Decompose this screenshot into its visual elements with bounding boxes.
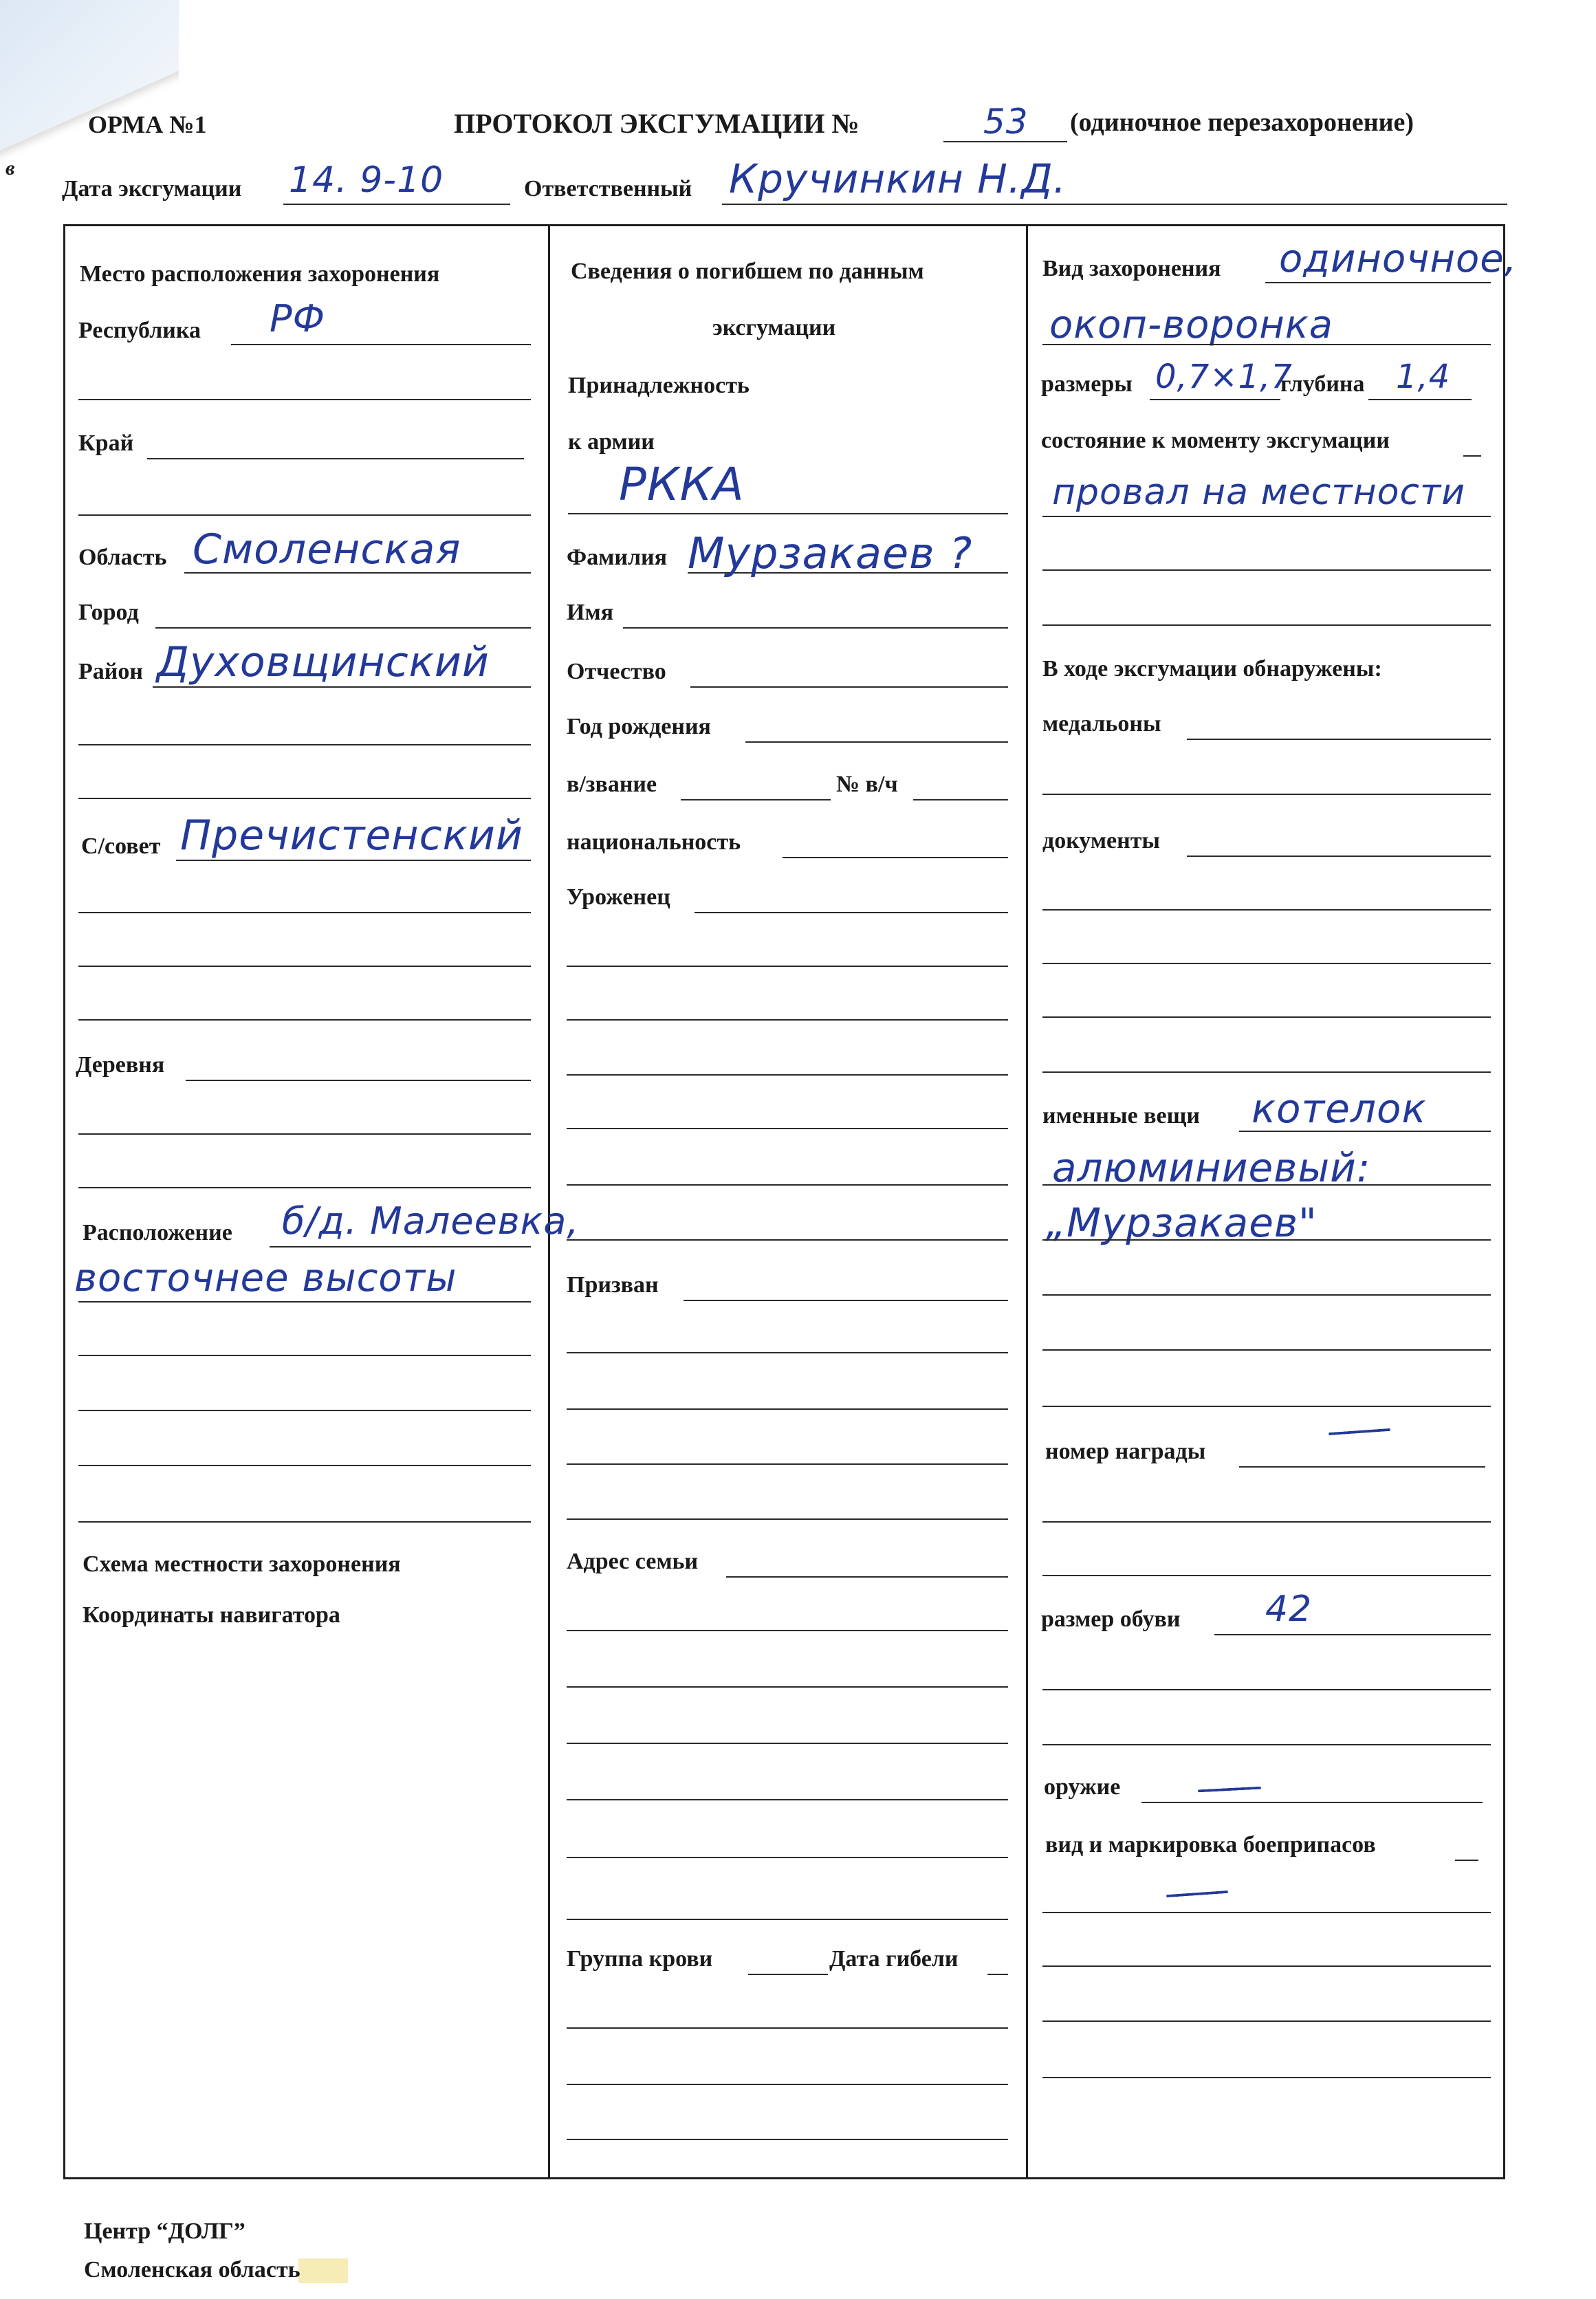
blank-line xyxy=(78,399,531,400)
depth-label: глубина xyxy=(1280,371,1365,397)
items-value-2: алюминиевый: xyxy=(1052,1144,1371,1191)
responsible-label: Ответственный xyxy=(524,176,692,201)
surname-value: Мурзакаев ? xyxy=(688,528,973,578)
village-line xyxy=(186,1080,531,1081)
size-value: 0,7×1,7 xyxy=(1155,358,1293,396)
name-line xyxy=(623,627,1008,629)
blank-line xyxy=(1042,2077,1491,2078)
unit-line xyxy=(913,799,1008,800)
shoe-line xyxy=(1214,1634,1491,1635)
city-line xyxy=(155,627,531,629)
burial-type-value-2: окоп-воронка xyxy=(1049,303,1333,347)
blank-line xyxy=(78,1301,531,1303)
blank-line xyxy=(567,2139,1008,2140)
blank-line xyxy=(567,1074,1008,1076)
blank-line xyxy=(1042,1406,1491,1407)
family-line xyxy=(726,1576,1008,1578)
award-label: номер награды xyxy=(1045,1439,1206,1464)
items-value-3: „Мурзакаев" xyxy=(1045,1199,1318,1246)
blank-line xyxy=(1042,1294,1491,1296)
blank-line xyxy=(567,1463,1008,1465)
folded-paper-corner xyxy=(0,0,179,179)
documents-label: документы xyxy=(1042,828,1160,853)
scheme-label: Схема местности захоронения xyxy=(83,1551,401,1577)
location-label: Расположение xyxy=(83,1220,232,1245)
location-value-1: б/д. Малеевка, xyxy=(282,1199,580,1243)
award-line xyxy=(1239,1466,1485,1468)
unit-label: № в/ч xyxy=(836,772,898,797)
death-line xyxy=(987,1974,1008,1975)
death-label: Дата гибели xyxy=(829,1946,959,1972)
blank-line xyxy=(567,1184,1008,1186)
oblast-value: Смоленская xyxy=(193,525,461,574)
nationality-line xyxy=(783,857,1008,858)
document-subtitle: (одиночное перезахоронение) xyxy=(1070,108,1414,137)
blank-line xyxy=(78,966,531,967)
blank-line xyxy=(1042,1965,1491,1967)
affiliation-label: Принадлежность xyxy=(568,373,750,398)
blank-line xyxy=(1042,1912,1491,1913)
blank-line xyxy=(78,1465,531,1466)
nationality-label: национальность xyxy=(567,829,741,855)
blank-line xyxy=(567,1630,1008,1631)
native-line xyxy=(695,912,1008,913)
blank-line xyxy=(567,1518,1008,1520)
republic-line xyxy=(231,344,531,345)
found-label: В ходе эксгумации обнаружены: xyxy=(1042,656,1382,682)
size-line xyxy=(1150,399,1280,400)
burial-type-value-1: одиночное, xyxy=(1279,237,1518,281)
native-label: Уроженец xyxy=(567,884,670,910)
depth-line xyxy=(1368,399,1472,400)
army-label: к армии xyxy=(568,429,655,455)
responsible-line xyxy=(722,204,1507,205)
shoe-value: 42 xyxy=(1265,1589,1313,1630)
birth-year-line xyxy=(745,741,1008,743)
blank-line xyxy=(78,1019,531,1021)
blank-line xyxy=(1042,1184,1491,1186)
blank-line xyxy=(1042,1689,1491,1690)
birth-year-label: Год рождения xyxy=(567,714,711,739)
blank-line xyxy=(567,1919,1008,1920)
items-label: именные вещи xyxy=(1042,1103,1200,1129)
blank-line xyxy=(1042,1575,1491,1576)
form-label: ОРМА №1 xyxy=(88,111,207,138)
blank-line xyxy=(567,966,1008,967)
blank-line xyxy=(1042,1239,1491,1241)
family-label: Адрес семьи xyxy=(567,1549,699,1574)
blank-line xyxy=(567,1799,1008,1800)
blank-line xyxy=(567,1857,1008,1858)
blank-line xyxy=(567,1743,1008,1744)
drafted-label: Призван xyxy=(567,1272,659,1298)
medallions-line xyxy=(1187,739,1491,740)
date-value: 14. 9-10 xyxy=(289,160,444,201)
document-title: ПРОТОКОЛ ЭКСГУМАЦИИ № xyxy=(454,108,860,139)
location-line xyxy=(270,1246,531,1247)
blank-line xyxy=(567,2084,1008,2085)
burial-type-label: Вид захоронения xyxy=(1042,256,1221,281)
ammo-label: вид и маркировка боеприпасов xyxy=(1045,1832,1376,1857)
blank-line xyxy=(78,1355,531,1356)
ssovet-line xyxy=(176,860,531,861)
blank-line xyxy=(1042,624,1491,626)
krai-line xyxy=(147,458,524,459)
blank-line xyxy=(1042,794,1491,795)
blank-line xyxy=(78,1521,531,1523)
col1-heading: Место расположения захоронения xyxy=(80,261,440,287)
coords-label: Координаты навигатора xyxy=(83,1602,340,1628)
blank-line xyxy=(1042,344,1491,345)
raion-label: Район xyxy=(78,659,143,684)
state-value: провал на местности xyxy=(1052,472,1466,513)
blank-line xyxy=(567,2027,1008,2029)
ssovet-label: С/совет xyxy=(81,833,161,859)
blank-line xyxy=(78,1187,531,1188)
column-divider-2 xyxy=(1026,224,1028,2179)
army-line xyxy=(568,513,1008,514)
village-label: Деревня xyxy=(76,1052,165,1078)
responsible-value: Кручинкин Н.Д. xyxy=(729,155,1067,202)
size-label: размеры xyxy=(1041,371,1133,397)
location-value-2: восточнее высоты xyxy=(74,1256,457,1300)
blank-line xyxy=(567,1408,1008,1410)
republic-label: Республика xyxy=(78,318,201,343)
blank-line xyxy=(78,912,531,913)
blank-line xyxy=(78,514,531,516)
blood-label: Группа крови xyxy=(567,1946,713,1972)
medallions-label: медальоны xyxy=(1042,711,1161,737)
protocol-number-value: 53 xyxy=(983,102,1029,142)
blood-line xyxy=(748,1974,828,1975)
blank-line xyxy=(1042,516,1491,517)
rank-label: в/звание xyxy=(567,772,657,797)
date-label: Дата эксгумации xyxy=(62,176,242,201)
blank-line xyxy=(567,1352,1008,1353)
ssovet-value: Пречистенский xyxy=(180,811,523,860)
shoe-label: размер обуви xyxy=(1041,1606,1181,1632)
corner-letter: в xyxy=(6,157,15,179)
patronymic-label: Отчество xyxy=(567,659,666,684)
blank-line xyxy=(1042,1071,1491,1073)
weapon-line xyxy=(1141,1802,1483,1803)
col2-heading-2: эксгумации xyxy=(712,315,836,340)
patronymic-line xyxy=(690,686,1008,688)
col2-heading-1: Сведения о погибшем по данным xyxy=(571,259,924,284)
blank-line xyxy=(1042,1016,1491,1018)
republic-value: РФ xyxy=(270,297,326,340)
highlight-mark xyxy=(298,2258,348,2283)
blank-line xyxy=(567,1128,1008,1129)
items-value-1: котелок xyxy=(1251,1085,1427,1132)
blank-line xyxy=(567,1239,1008,1241)
blank-line xyxy=(1042,1744,1491,1745)
city-label: Город xyxy=(78,600,139,625)
rank-line xyxy=(681,799,831,800)
burial-type-line xyxy=(1265,282,1491,283)
state-line xyxy=(1463,455,1481,457)
blank-line xyxy=(78,744,531,745)
blank-line xyxy=(567,1019,1008,1021)
blank-line xyxy=(1042,569,1491,571)
name-label: Имя xyxy=(567,600,613,625)
blank-line xyxy=(1042,963,1491,964)
state-label: состояние к моменту эксгумации xyxy=(1041,428,1390,453)
blank-line xyxy=(1042,1521,1491,1523)
drafted-line xyxy=(684,1300,1008,1301)
footer-region: Смоленская область xyxy=(84,2257,300,2282)
blank-line xyxy=(78,798,531,799)
date-line xyxy=(283,204,510,205)
blank-line xyxy=(1042,1349,1491,1351)
oblast-label: Область xyxy=(78,545,167,570)
surname-label: Фамилия xyxy=(567,545,668,570)
footer-center: Центр “ДОЛГ” xyxy=(84,2219,245,2244)
army-value: РККА xyxy=(619,458,745,511)
blank-line xyxy=(78,1410,531,1411)
blank-line xyxy=(1042,909,1491,911)
raion-value: Духовщинский xyxy=(157,638,490,686)
raion-line xyxy=(153,686,531,688)
krai-label: Край xyxy=(78,431,134,456)
blank-line xyxy=(78,1133,531,1135)
blank-line xyxy=(1042,2020,1491,2022)
ammo-line xyxy=(1455,1860,1478,1861)
weapon-label: оружие xyxy=(1044,1774,1121,1800)
documents-line xyxy=(1187,856,1491,857)
depth-value: 1,4 xyxy=(1396,358,1451,396)
blank-line xyxy=(567,1686,1008,1688)
